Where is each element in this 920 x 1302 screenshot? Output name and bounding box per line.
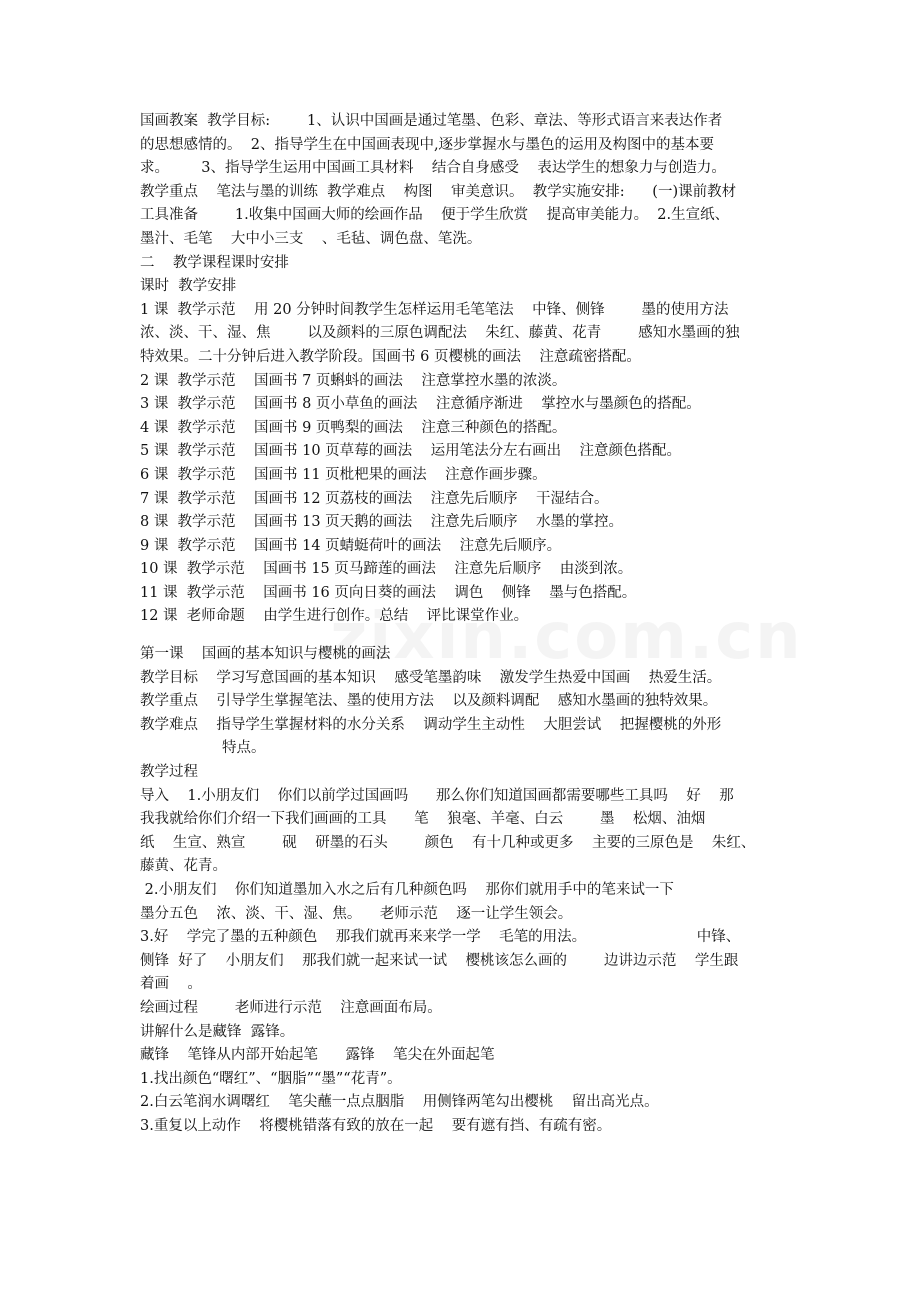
- lesson-item: 12 课 老师命题 由学生进行创作。总结 评比课堂作业。: [140, 608, 529, 625]
- section-heading: 教学过程: [140, 764, 198, 781]
- blank-line: [140, 629, 790, 643]
- text-line: 2.小朋友们 你们知道墨加入水之后有几种颜色吗 那你们就用手中的笔来试一下: [140, 882, 674, 898]
- text-line: 墨分五色 浓、淡、干、湿、焦。 老师示范 逐一让学生领会。: [140, 905, 573, 922]
- lesson-item: 10 课 教学示范 国画书 15 页马蹄莲的画法 注意先后顺序 由淡到浓。: [140, 561, 633, 578]
- text-line: 求。 3、指导学生运用中国画工具材料 结合自身感受 表达学生的想象力与创造力。: [140, 160, 726, 177]
- text-line: 浓、淡、干、湿、焦 以及颜料的三原色调配法 朱红、藤黄、花青 感知水墨画的独: [140, 325, 740, 342]
- document-body: [140, 110, 790, 1139]
- text-line: 藤黄、花青。: [140, 858, 227, 875]
- text-line: 3.好 学完了墨的五种颜色 那我们就再来来学一学 毛笔的用法。 中锋、: [140, 929, 741, 946]
- text-line: 课时 教学安排: [140, 278, 237, 295]
- text-line: 特点。: [222, 740, 266, 757]
- text-line: 特效果。二十分钟后进入教学阶段。国画书 6 页樱桃的画法 注意疏密搭配。: [140, 348, 641, 365]
- text-line: 讲解什么是藏锋 露锋。: [140, 1023, 295, 1040]
- step-item: 3.重复以上动作 将樱桃错落有致的放在一起 要有遮有挡、有疏有密。: [140, 1117, 612, 1134]
- lesson-item: 1 课 教学示范 用 20 分钟时间教学生怎样运用毛笔笔法 中锋、侧锋 墨的使用方法: [140, 301, 729, 318]
- text-line: 教学重点 笔法与墨的训练 教学难点 构图 审美意识。 教学实施安排: (一)课前教材: [140, 183, 737, 200]
- text-line: 导入 1.小朋友们 你们以前学过国画吗 那么你们知道国画都需要哪些工具吗 好 那: [140, 787, 734, 804]
- text-line: 教学目标 学习写意国画的基本知识 感受笔墨韵味 激发学生热爱中国画 热爱生活。: [140, 669, 722, 686]
- text-line: 纸 生宣、熟宣 砚 研墨的石头 颜色 有十几种或更多 主要的三原色是 朱红、: [140, 834, 756, 851]
- lesson-item: 2 课 教学示范 国画书 7 页蝌蚪的画法 注意掌控水墨的浓淡。: [140, 372, 567, 389]
- section-heading: 第一课 国画的基本知识与樱桃的画法: [140, 646, 391, 663]
- text-line: 国画教案 教学目标: 1、认识中国画是通过笔墨、色彩、章法、等形式语言来表达作者: [140, 113, 723, 129]
- text-line: 绘画过程 老师进行示范 注意画面布局。: [140, 999, 442, 1016]
- lesson-item: 6 课 教学示范 国画书 11 页枇杷果的画法 注意作画步骤。: [140, 466, 547, 483]
- lesson-item: 7 课 教学示范 国画书 12 页荔枝的画法 注意先后顺序 干湿结合。: [140, 490, 609, 507]
- text-line: 我我就给你们介绍一下我们画画的工具 笔 狼毫、羊毫、白云 墨 松烟、油烟: [140, 811, 706, 828]
- lesson-item: 9 课 教学示范 国画书 14 页蜻蜓荷叶的画法 注意先后顺序。: [140, 537, 562, 554]
- lesson-item: 8 课 教学示范 国画书 13 页天鹅的画法 注意先后顺序 水墨的掌控。: [140, 514, 624, 531]
- text-line: 着画 。: [140, 976, 202, 993]
- lesson-item: 11 课 教学示范 国画书 16 页向日葵的画法 调色 侧锋 墨与色搭配。: [140, 584, 637, 601]
- text-line: 工具准备 1.收集中国画大师的绘画作品 便于学生欣赏 提高审美能力。 2.生宣纸、: [140, 207, 730, 224]
- section-heading: 二 教学课程课时安排: [140, 254, 289, 271]
- lesson-item: 3 课 教学示范 国画书 8 页小草鱼的画法 注意循序渐进 掌控水与墨颜色的搭配。: [140, 396, 701, 413]
- step-item: 1.找出颜色“曙红”、“胭脂”“墨”“花青”。: [140, 1070, 402, 1087]
- step-item: 2.白云笔润水调曙红 笔尖蘸一点点胭脂 用侧锋两笔勾出樱桃 留出高光点。: [140, 1094, 659, 1111]
- lesson-item: 5 课 教学示范 国画书 10 页草莓的画法 运用笔法分左右画出 注意颜色搭配。: [140, 443, 682, 460]
- lesson-item: 4 课 教学示范 国画书 9 页鸭梨的画法 注意三种颜色的搭配。: [140, 419, 567, 436]
- text-line: 的思想感情的。 2、指导学生在中国画表现中,逐步掌握水与墨色的运用及构图中的基本要: [140, 136, 715, 153]
- text-line: 藏锋 笔锋从内部开始起笔 露锋 笔尖在外面起笔: [140, 1047, 495, 1064]
- text-line: 教学难点 指导学生掌握材料的水分关系 调动学生主动性 大胆尝试 把握樱桃的外形: [140, 716, 722, 733]
- text-line: 墨汁、毛笔 大中小三支 、毛毡、调色盘、笔洗。: [140, 230, 482, 247]
- text-line: 教学重点 引导学生掌握笔法、墨的使用方法 以及颜料调配 感知水墨画的独特效果。: [140, 693, 718, 710]
- text-line: 侧锋 好了 小朋友们 那我们就一起来试一试 樱桃该怎么画的 边讲边示范 学生跟: [140, 952, 739, 969]
